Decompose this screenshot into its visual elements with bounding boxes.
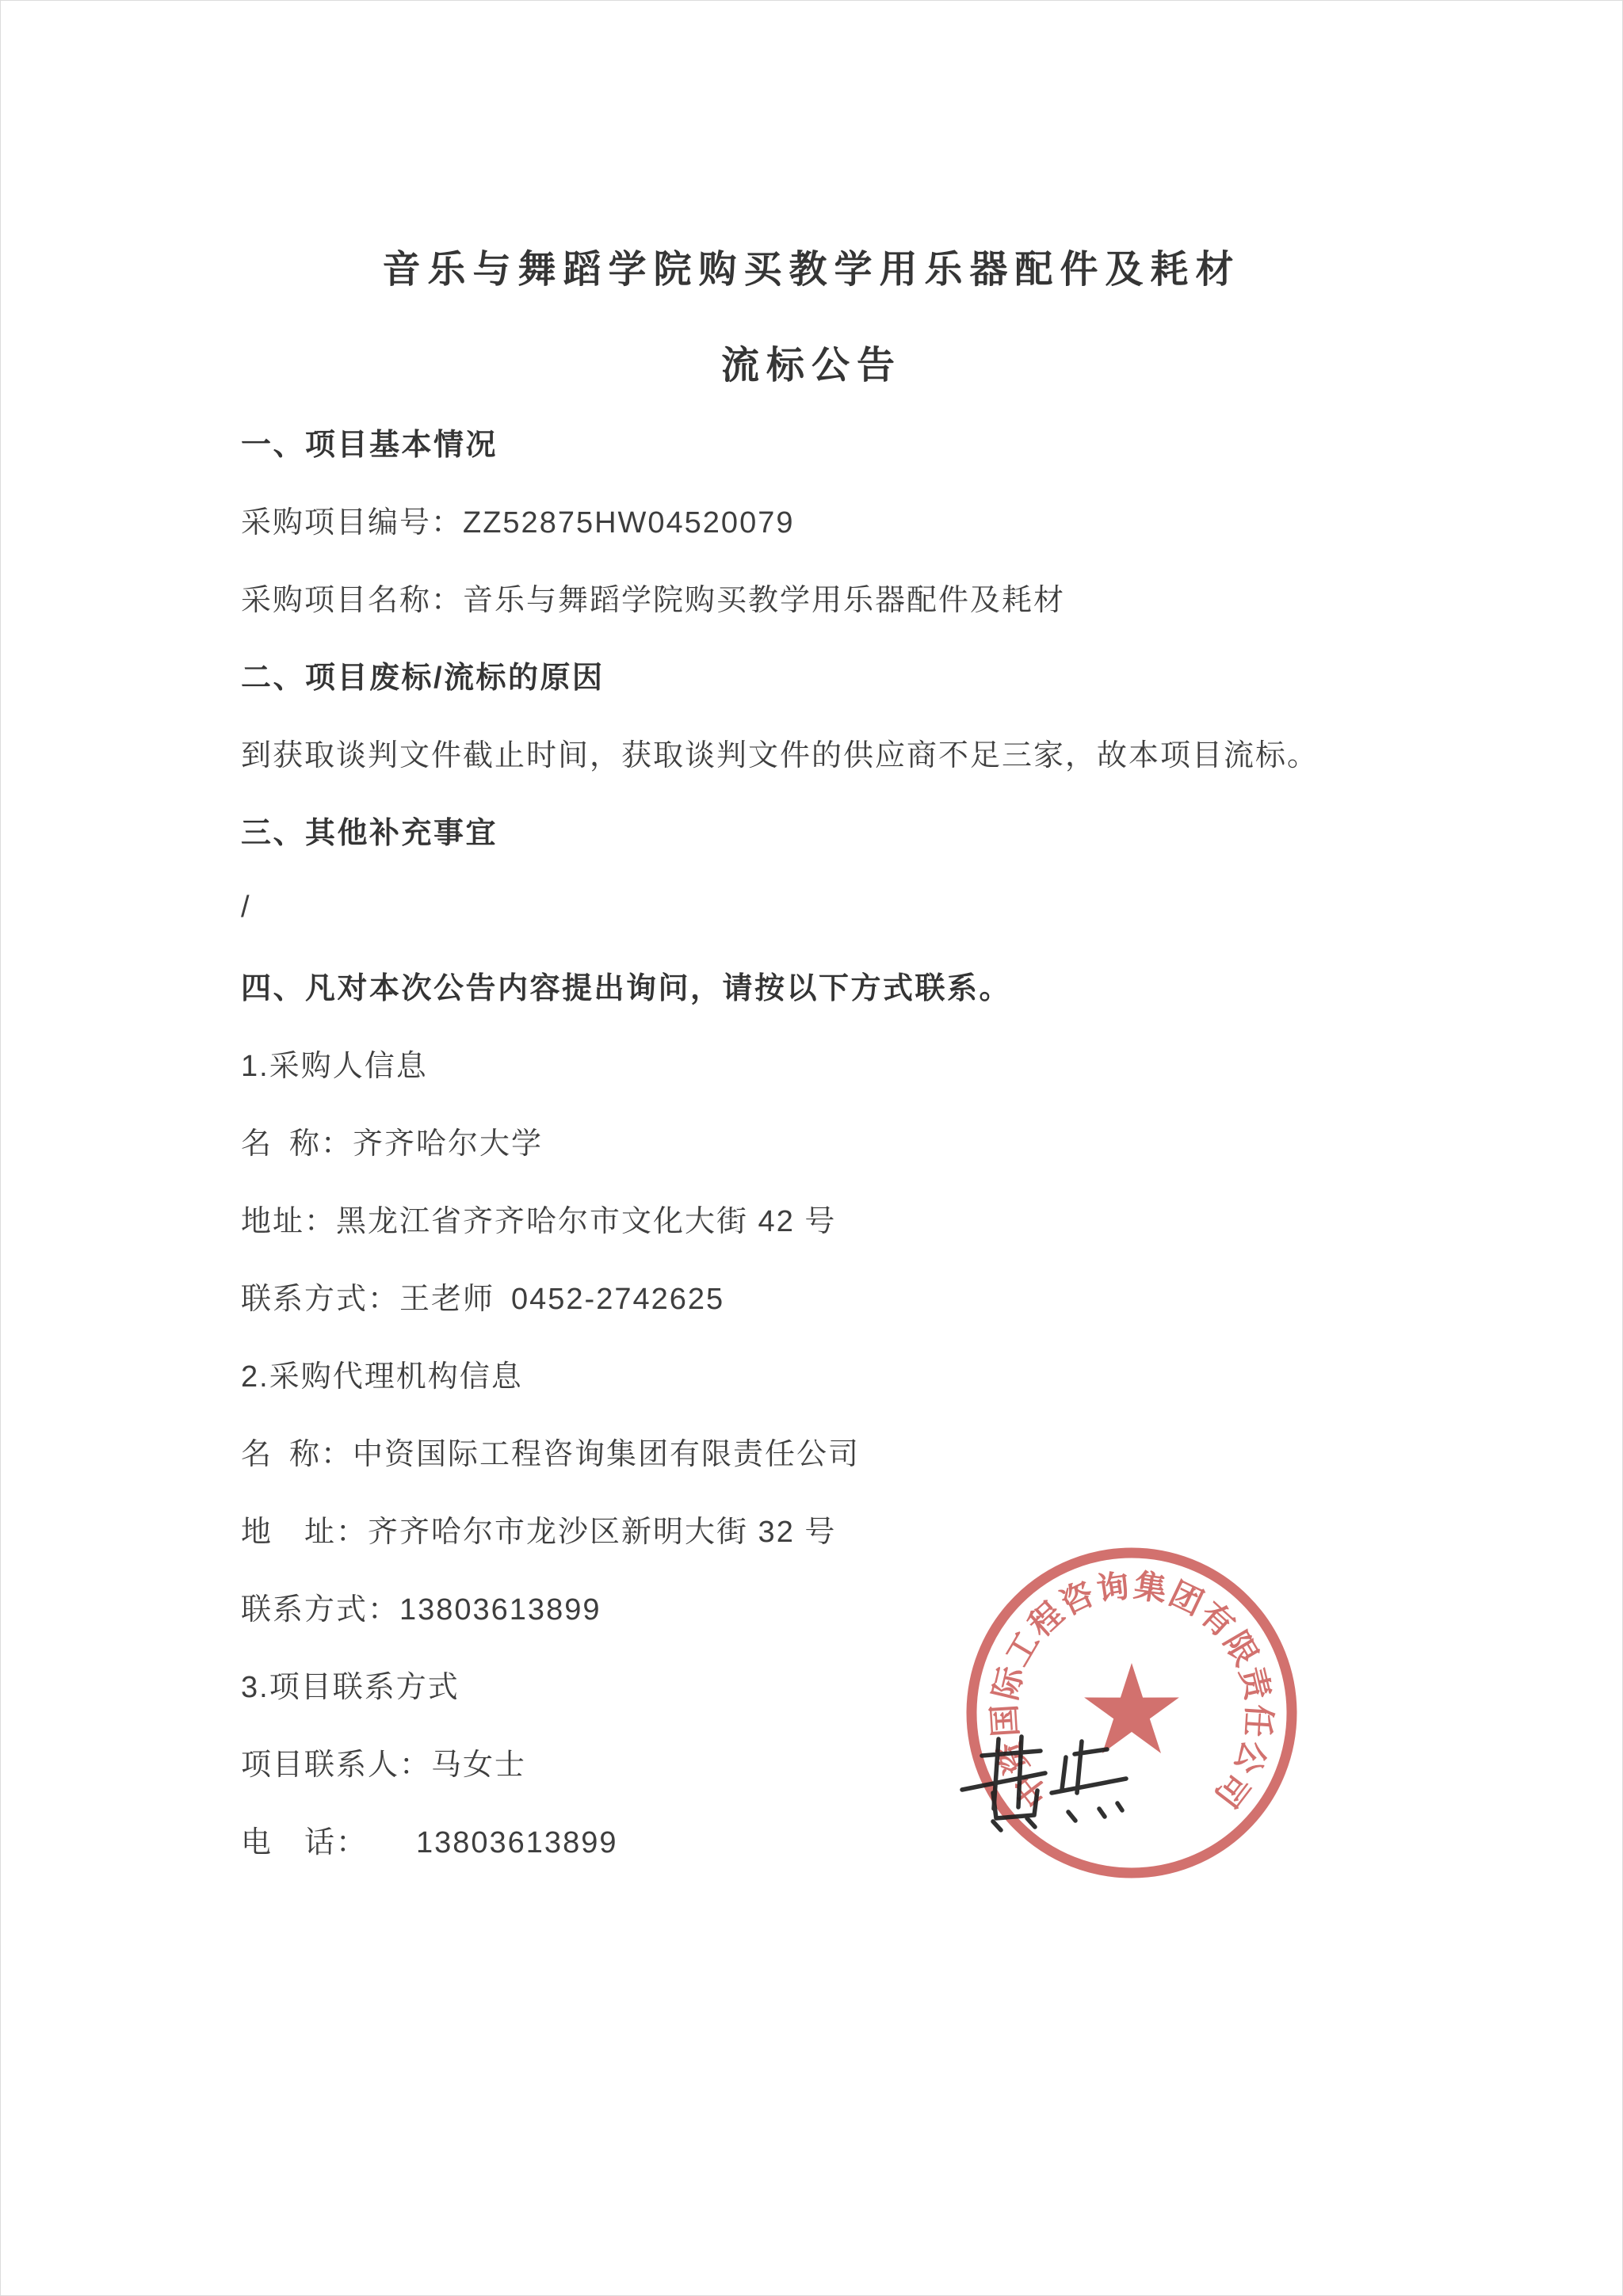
document-subtitle: 流标公告 xyxy=(720,345,902,387)
seal-char: 公 xyxy=(1228,1735,1274,1779)
seal-char: 工 xyxy=(998,1625,1047,1672)
document-line: 采购项目编号：ZZ52875HW04520079 xyxy=(241,505,795,540)
document-title: 音乐与舞蹈学院购买教学用乐器配件及耗材 xyxy=(382,249,1241,291)
seal-char: 责 xyxy=(1233,1663,1277,1703)
document-line: 1.采购人信息 xyxy=(241,1049,428,1083)
seal-char: 程 xyxy=(1022,1595,1071,1644)
seal-char: 中 xyxy=(1006,1766,1056,1814)
seal-char: 任 xyxy=(1239,1703,1277,1738)
document-line: 联系方式：王老师 0452-2742625 xyxy=(241,1282,725,1316)
document-line: 采购项目名称：音乐与舞蹈学院购买教学用乐器配件及耗材 xyxy=(241,583,1066,617)
seal-char: 资 xyxy=(990,1735,1036,1779)
document-line: 二、项目废标/流标的原因 xyxy=(241,661,605,695)
seal-char: 咨 xyxy=(1054,1575,1100,1623)
seal-char: 限 xyxy=(1216,1625,1266,1672)
document-line: 联系方式：13803613899 xyxy=(241,1592,601,1627)
document-line: 四、凡对本次公告内容提出询问，请按以下方式联系。 xyxy=(241,971,1012,1005)
document-line: 名 称：中资国际工程咨询集团有限责任公司 xyxy=(241,1437,861,1471)
seal-char: 有 xyxy=(1193,1595,1242,1644)
document-line: 3.项目联系方式 xyxy=(241,1670,460,1704)
seal-char: 司 xyxy=(1208,1766,1257,1814)
seal-star xyxy=(1084,1663,1179,1753)
document-line: 地 址：齐齐哈尔市龙沙区新明大街 32 号 xyxy=(241,1515,837,1549)
seal-char: 国 xyxy=(986,1703,1025,1738)
seal-char: 团 xyxy=(1163,1575,1209,1623)
document-line: 电 话： 13803613899 xyxy=(241,1825,618,1859)
document-line: 项目联系人：马女士 xyxy=(241,1748,527,1782)
company-seal xyxy=(924,1506,1336,1918)
document-line: 地址：黑龙江省齐齐哈尔市文化大街 42 号 xyxy=(241,1204,837,1238)
seal-char: 际 xyxy=(987,1663,1030,1703)
document-line: 一、项目基本情况 xyxy=(241,428,498,462)
document-line: / xyxy=(241,890,251,924)
document-line: 三、其他补充事宜 xyxy=(241,816,498,850)
seal-graphic xyxy=(972,1553,1292,1873)
seal-char: 集 xyxy=(1131,1567,1170,1608)
document-line: 到获取谈判文件截止时间，获取谈判文件的供应商不足三家，故本项目流标。 xyxy=(241,738,1319,772)
document-line: 名 称：齐齐哈尔大学 xyxy=(241,1127,544,1161)
document-line: 2.采购代理机构信息 xyxy=(241,1360,523,1394)
seal-char: 询 xyxy=(1094,1567,1132,1608)
